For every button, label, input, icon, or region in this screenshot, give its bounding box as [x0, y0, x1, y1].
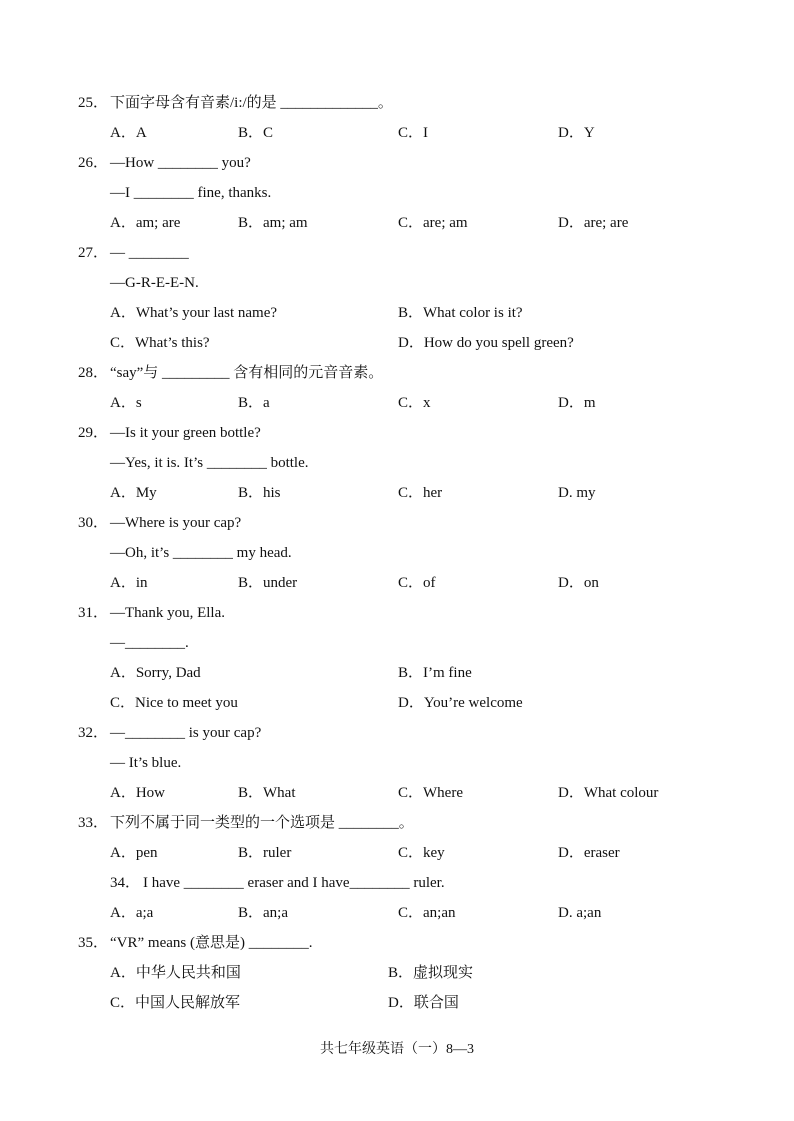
question-stem: “say”与 _________ 含有相同的元音音素。	[110, 365, 384, 381]
answer-option: C．What’s this?	[110, 335, 210, 351]
question-number: 28．	[78, 365, 109, 381]
answer-option: B．his	[238, 485, 281, 501]
dialogue-line: —Oh, it’s ________ my head.	[110, 545, 292, 561]
question-number: 35．	[78, 935, 109, 951]
question-stem: —Where is your cap?	[110, 515, 242, 531]
answer-option: B．虚拟现实	[388, 965, 474, 981]
question-number: 29．	[78, 425, 109, 441]
question-stem: —Thank you, Ella.	[110, 605, 225, 621]
answer-option: D．联合国	[388, 995, 459, 1011]
answer-option: A．s	[110, 395, 142, 411]
answer-option: B．under	[238, 575, 298, 591]
answer-option: D．How do you spell green?	[398, 335, 574, 351]
question-stem: 下面字母含有音素/i:/的是 _____________。	[110, 95, 393, 111]
answer-option: A．How	[110, 785, 165, 801]
question-number: 34．	[110, 875, 141, 891]
answer-option: A．中华人民共和国	[110, 965, 241, 981]
answer-option: C．中国人民解放军	[110, 995, 241, 1011]
answer-option: B．What	[238, 785, 296, 801]
question-number: 32．	[78, 725, 109, 741]
question-number: 27．	[78, 245, 109, 261]
answer-option: B．a	[238, 395, 270, 411]
dialogue-line: —Yes, it is. It’s ________ bottle.	[110, 455, 309, 471]
question-stem: I have ________ eraser and I have________ ruler.	[143, 875, 445, 891]
question-stem: — ________	[110, 245, 189, 261]
question-number: 33．	[78, 815, 109, 831]
answer-option: D．You’re welcome	[398, 695, 523, 711]
dialogue-line: —________.	[110, 635, 189, 651]
question-number: 30．	[78, 515, 109, 531]
dialogue-line: — It’s blue.	[110, 755, 182, 771]
answer-option: C．Nice to meet you	[110, 695, 238, 711]
dialogue-line: —I ________ fine, thanks.	[110, 185, 272, 201]
answer-option: B．am; am	[238, 215, 308, 231]
dialogue-line: —G-R-E-E-N.	[110, 275, 199, 291]
answer-option: A．What’s your last name?	[110, 305, 278, 321]
answer-option: C．I	[398, 125, 429, 141]
answer-option: C．an;an	[398, 905, 456, 921]
answer-option: A．am; are	[110, 215, 181, 231]
answer-option: A．Sorry, Dad	[110, 665, 201, 681]
answer-option: B．I’m fine	[398, 665, 472, 681]
answer-option: C．Where	[398, 785, 463, 801]
question-stem: —Is it your green bottle?	[110, 425, 261, 441]
answer-option: B．C	[238, 125, 274, 141]
answer-option: B．What color is it?	[398, 305, 523, 321]
question-number: 26．	[78, 155, 109, 171]
question-stem: —How ________ you?	[110, 155, 251, 171]
answer-option: D. a;an	[558, 905, 602, 921]
answer-option: D．on	[558, 575, 599, 591]
answer-option: A．A	[110, 125, 147, 141]
question-stem: 下列不属于同一类型的一个选项是 ________。	[110, 815, 414, 831]
question-number: 31．	[78, 605, 109, 621]
answer-option: A．My	[110, 485, 157, 501]
answer-option: C．are; am	[398, 215, 468, 231]
answer-option: C．key	[398, 845, 445, 861]
answer-option: D．eraser	[558, 845, 620, 861]
page-footer: 共七年级英语（一）8—3	[320, 1042, 474, 1057]
answer-option: A．pen	[110, 845, 158, 861]
answer-option: C．her	[398, 485, 443, 501]
answer-option: C．x	[398, 395, 431, 411]
answer-option: D．m	[558, 395, 596, 411]
question-number: 25．	[78, 95, 109, 111]
answer-option: D．are; are	[558, 215, 629, 231]
answer-option: B．an;a	[238, 905, 288, 921]
answer-option: D．Y	[558, 125, 595, 141]
question-stem: “VR” means (意思是) ________.	[110, 935, 313, 951]
answer-option: A．a;a	[110, 905, 154, 921]
question-stem: —________ is your cap?	[110, 725, 262, 741]
answer-option: A．in	[110, 575, 148, 591]
answer-option: D. my	[558, 485, 596, 501]
answer-option: B．ruler	[238, 845, 292, 861]
answer-option: D．What colour	[558, 785, 659, 801]
answer-option: C．of	[398, 575, 436, 591]
